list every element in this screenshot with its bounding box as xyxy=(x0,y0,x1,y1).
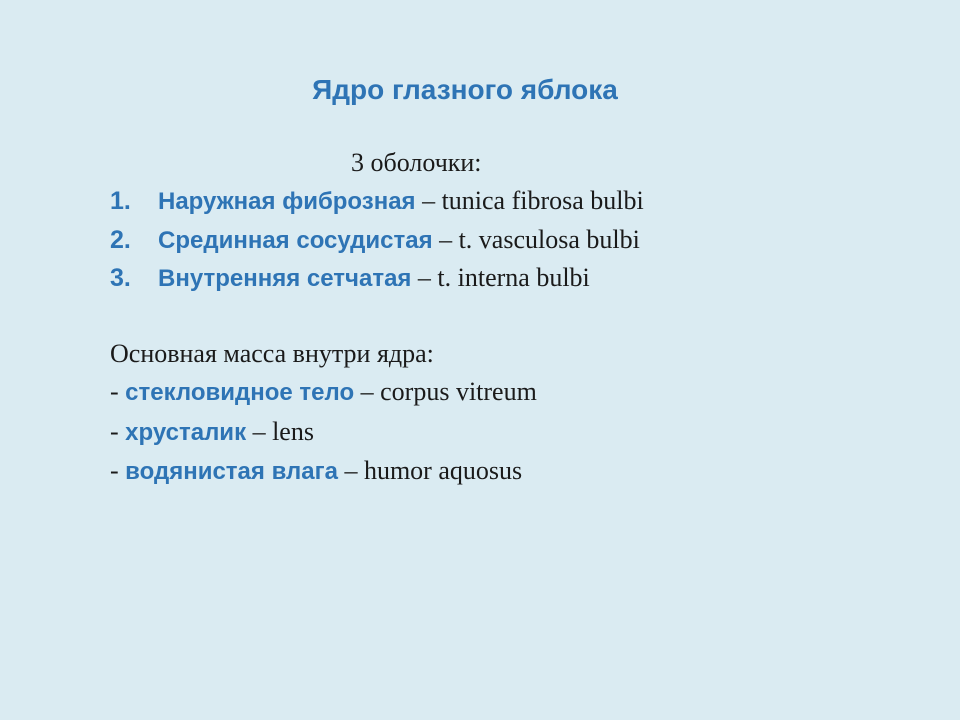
core-mass-item xyxy=(110,413,537,453)
membrane-list xyxy=(110,182,644,298)
dash-separator: – xyxy=(354,377,381,406)
latin-term: tunica fibrosa bulbi xyxy=(441,186,644,215)
membrane-item xyxy=(110,182,644,221)
list-number: 3. xyxy=(110,264,131,292)
core-mass-term: водянистая влага xyxy=(125,458,338,485)
core-mass-list xyxy=(110,373,537,492)
dash-prefix: - xyxy=(110,456,126,485)
dash-prefix: - xyxy=(110,416,126,446)
membrane-term: Срединная сосудистая xyxy=(158,226,433,254)
latin-term: humor aquosus xyxy=(363,456,523,485)
dash-separator: – xyxy=(432,224,459,254)
latin-term: t. vasculosa bulbi xyxy=(458,224,640,254)
dash-separator: – xyxy=(411,263,438,292)
dash-separator: – xyxy=(246,416,273,446)
slide-title: Ядро глазного яблока xyxy=(312,74,618,105)
latin-term: lens xyxy=(272,416,314,446)
membrane-item xyxy=(110,221,644,260)
dash-separator: – xyxy=(337,456,364,485)
dash-prefix: - xyxy=(110,377,126,406)
latin-term: corpus vitreum xyxy=(380,377,537,406)
list-number: 1. xyxy=(110,187,131,215)
latin-term: t. interna bulbi xyxy=(437,263,590,292)
core-mass-item xyxy=(110,373,537,413)
core-mass-term: хрусталик xyxy=(125,418,247,446)
core-mass-block xyxy=(110,335,537,492)
list-number: 2. xyxy=(110,225,131,254)
membrane-term: Внутренняя сетчатая xyxy=(158,265,412,292)
core-mass-term: стекловидное тело xyxy=(125,379,355,406)
membrane-item xyxy=(110,259,644,298)
core-mass-item xyxy=(110,452,537,492)
dash-separator: – xyxy=(415,186,442,215)
membranes-heading: 3 оболочки: xyxy=(351,148,482,177)
core-mass-heading: Основная масса внутри ядра: xyxy=(110,339,434,368)
membrane-term: Наружная фиброзная xyxy=(158,188,416,215)
